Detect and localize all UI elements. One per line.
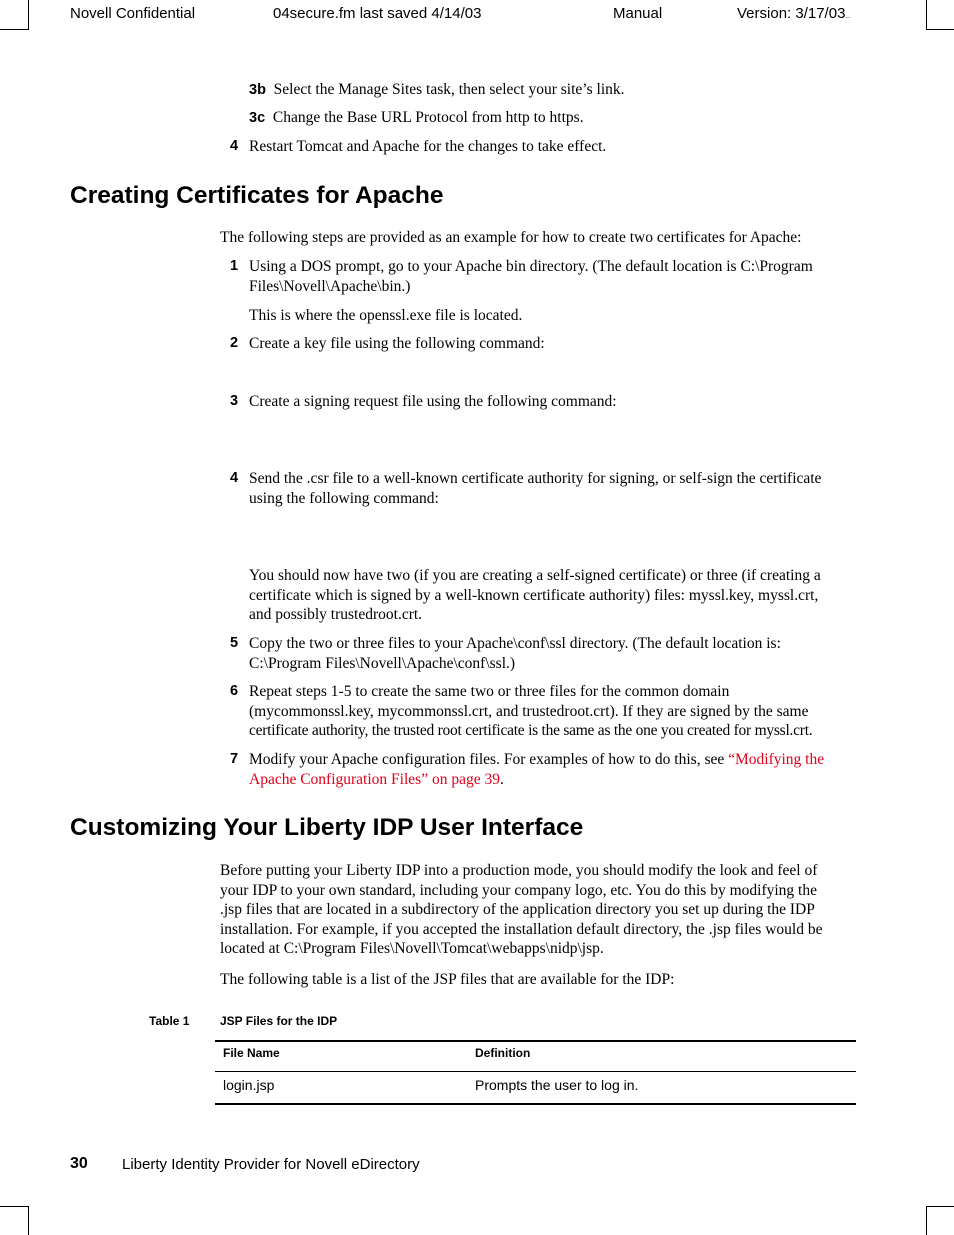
text-line: (mycommonssl.key, mycommonssl.crt, and trustedroot.crt). If they are signed by the same xyxy=(249,702,809,720)
page-number: 30 xyxy=(70,1155,88,1172)
step-number: 3b xyxy=(249,82,266,98)
step-number: 3 xyxy=(230,393,239,409)
text-line: Repeat steps 1-5 to create the same two or three files for the common domain xyxy=(249,683,730,700)
text-line: installation. For example, if you accepted the installation default directory, the .jsp files would be xyxy=(220,920,823,938)
header-version xyxy=(737,5,850,22)
step-text: Restart Tomcat and Apache for the changes to take effect. xyxy=(249,138,607,155)
crop-mark xyxy=(0,1206,28,1207)
cross-reference-link[interactable]: Apache Configuration Files” on page 39 xyxy=(249,770,500,788)
step-number: 2 xyxy=(230,335,239,351)
table-bottom-rule xyxy=(215,1103,856,1105)
text-line: Using a DOS prompt, go to your Apache bin directory. (The default location is C:\Program xyxy=(249,258,813,275)
text-line: and possibly trustedroot.crt. xyxy=(249,606,423,623)
step-text xyxy=(249,257,813,296)
crop-mark xyxy=(926,1206,927,1235)
step-number: 7 xyxy=(230,751,239,767)
text-line: C:\Program Files\Novell\Apache\conf\ssl.) xyxy=(249,654,516,672)
section-paragraph xyxy=(220,861,822,959)
step-text xyxy=(249,750,824,789)
table-caption: JSP Files for the IDP xyxy=(220,1014,338,1028)
text-line: Send the .csr file to a well-known certificate authority for signing, or self-sign the certificate xyxy=(249,470,822,487)
step-number: 4 xyxy=(230,470,239,486)
step-number: 5 xyxy=(230,635,239,651)
crop-mark xyxy=(0,29,28,30)
step-number: 1 xyxy=(230,258,239,274)
section-paragraph: The following table is a list of the JSP files that are available for the IDP: xyxy=(220,971,675,988)
section-intro: The following steps are provided as an example for how to create two certificates for Apache: xyxy=(220,229,802,246)
text-line: located at C:\Program Files\Novell\Tomcat\webapps\nidp\jsp. xyxy=(220,940,604,957)
header-version-text: Version: 3/17/03 xyxy=(737,5,846,22)
text-line: your IDP to your own standard, including your company logo, etc. You do this by modifying the xyxy=(220,881,817,899)
text-line: Before putting your Liberty IDP into a production mode, you should modify the look and feel of xyxy=(220,862,818,879)
crop-mark xyxy=(926,0,927,30)
table-header-file-name: File Name xyxy=(223,1046,280,1060)
header-doc-type: Manual xyxy=(613,5,663,22)
step-note xyxy=(249,566,821,625)
step-text: Select the Manage Sites task, then select your site’s link. xyxy=(273,81,625,98)
step-number: 6 xyxy=(230,683,239,699)
text-line: You should now have two (if you are creating a self-signed certificate) or three (if creating a xyxy=(249,567,821,584)
crop-mark xyxy=(28,1206,29,1235)
text-line: using the following command: xyxy=(249,489,439,507)
text-line: Files\Novell\Apache\bin.) xyxy=(249,277,411,295)
step-text xyxy=(249,682,812,741)
text-line xyxy=(249,750,824,770)
step-text: Change the Base URL Protocol from http to https. xyxy=(272,109,584,126)
crop-mark xyxy=(926,1206,954,1207)
footer-book-title: Liberty Identity Provider for Novell eDirectory xyxy=(122,1156,420,1173)
step-text: Create a signing request file using the following command: xyxy=(249,393,617,410)
table-header-definition: Definition xyxy=(475,1046,531,1060)
step-number: 3c xyxy=(249,110,266,126)
section-title: Customizing Your Liberty IDP User Interface xyxy=(70,814,584,841)
crop-mark xyxy=(28,0,29,30)
table-cell-file-name: login.jsp xyxy=(223,1077,275,1093)
text-span: . xyxy=(499,770,504,788)
text-line: certificate authority, the trusted root certificate is the same as the one you created for myssl.crt. xyxy=(249,722,813,739)
header-file-info: 04secure.fm last saved 4/14/03 xyxy=(273,5,482,22)
header-version-suffix: ... xyxy=(845,14,851,20)
text-line xyxy=(249,770,824,790)
text-line: Copy the two or three files to your Apache\conf\ssl directory. (The default location is: xyxy=(249,635,781,652)
table-cell-definition: Prompts the user to log in. xyxy=(475,1077,639,1093)
step-3c xyxy=(249,108,584,129)
step-note: This is where the openssl.exe file is located. xyxy=(249,307,523,324)
cross-reference-link[interactable]: “Modifying the xyxy=(728,751,825,768)
step-text xyxy=(249,634,781,673)
step-text xyxy=(249,469,821,508)
table-label: Table 1 xyxy=(149,1014,190,1028)
table-header-rule xyxy=(215,1071,856,1072)
crop-mark xyxy=(926,29,954,30)
section-title: Creating Certificates for Apache xyxy=(70,182,444,209)
table-top-rule xyxy=(215,1040,856,1042)
header-confidential: Novell Confidential xyxy=(70,5,196,22)
text-line: certificate which is signed by a well-known certificate authority) files: myssl.key, myssl.crt, xyxy=(249,586,819,604)
step-3b xyxy=(249,80,625,101)
step-number: 4 xyxy=(230,138,239,154)
text-line: .jsp files that are located in a subdirectory of the application directory you set up during the IDP xyxy=(220,901,815,918)
step-text: Create a key file using the following command: xyxy=(249,335,545,352)
text-span: Modify your Apache configuration files. For examples of how to do this, see xyxy=(249,751,729,768)
